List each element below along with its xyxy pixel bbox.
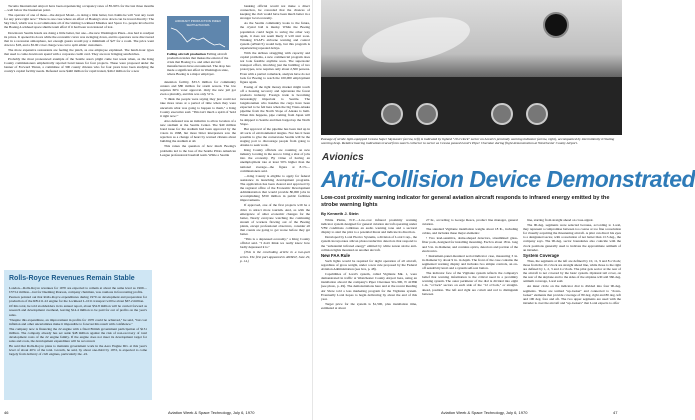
paragraph: Easing of the tight money market might touch off a housing recovery and rejuvenate the forest products industry. Foreign trade is becoming increasingly important to Seattle. The longshoremen who handles the cargo have been expected to be felt here when the big Trans-Alaska pipeline from the North Slope of Alaska is built. When this happens, pipe coming from Japan will be shipped to Seattle and then barged up the North Slope.: [240, 84, 310, 126]
section-label: Avionics: [322, 152, 364, 163]
paragraph: Developed by Loral Electro Systems, a division of Loral Corp., the system incorporates silicon photoconductive detectors that respond to the "substantial infrared energy" emitted by white xenon strobe anti-collision lights mounted on another aircraft.: [321, 235, 417, 252]
paragraph: But approval of the pipeline has been tied up in all sorts of environmental tangles. Nor has it been possible to give the cornerstone Seattle will be the staging port to discourage people from going to Alaska to seek work.: [240, 126, 310, 148]
paragraph: An inner circle on the indicator dial is divided into four 90-deg. segments. These are termed "up-looker" and connected to "down-looker" elements that provide coverage of 80 deg. right and 80 deg. left and 100 deg. fore and aft. The two upper segments are used with the intruder is over the aircraft and "up-lookers" that Loral expects to offer: [523, 284, 621, 305]
chart-subtitle: SEATTLE/TACOMA: [186, 24, 210, 27]
paragraph: banking official would not make a direct connection, he conceded that the chances of keeping the club would have been much better in a stronger local economy.: [240, 4, 310, 21]
article-footnote: (This is the concluding article in a two-part series. The first part appeared in AW&ST, June 29, p. 14.): [240, 250, 310, 263]
paragraph: "I think the people were saying they just could not take more taxes at a period of time when they were uncertain what was going to happen to them," a King County executive said. "This isn't much a spirit of 'hold it right now.'": [160, 97, 236, 118]
right-col-3: [523, 218, 621, 306]
instrument-dial: [416, 103, 438, 125]
cockpit-photo: [321, 0, 622, 135]
paragraph: line, starting from straight ahead on cross-signal.: [527, 218, 594, 222]
paragraph: The operator of one of these—the Airport Motel—is doing a little better, but claims he will "rest any room for any price right now." There is one case where an effort of Boeing's slow down can be traced directly: The Sky Chef, which was to accommodate all of the visiting Lockheed Missiles and Space Co. people involved in the Boeing-Lockheed space shuttle team effort if it had been won instead of lost.: [4, 13, 154, 30]
byline: By Kenneth J. Stein: [321, 211, 359, 216]
left-col-2: [160, 80, 236, 158]
production-index-chart: [167, 16, 229, 50]
article-deck: Low-cost proximity warning indicator for general aviation aircraft responds to infrared energy emitted by the strobe warning lights: [321, 195, 610, 208]
paragraph: King County officials are counting on new industry locating in the area to bring a shot of jobs into the economy. By virtue of having an unemployment rate at least 50% higher than the national average—the figure at 8.1%—commissioners said.: [240, 148, 310, 173]
rolls-royce-sidebar: [4, 270, 152, 400]
paragraph: Capabilities of Loral's system, called Vigilante Mk. 1, were demonstrated in traffic at Westchester County Airport here, using an installation aboard the company's Piper Cherokee Six-300, N 4138R (see photo, p. 49). The demonstrations here and at the recent Reading Air Show told a less marketing program for the Vigilante system. Eventually Loral hopes to begin delivering by about the end of this year.: [321, 272, 417, 301]
instrument-dial: [526, 103, 548, 125]
paragraph: The more expensive restaurants are feeling the pinch, as one employee explained. The lunch-hour types that used to come downtown spend with a corporate credit card. They are now bringing sandwiches.: [4, 47, 154, 57]
subhead: System Coverage: [523, 252, 560, 258]
paragraph: detention facility, $33.3 million for community centers and $80 million for storm sewers. The low requires 60% voter approval. Only the new jail got even a plurality, and this was only 51%.: [160, 80, 236, 97]
left-col-1: [4, 4, 154, 75]
production-index-line: [171, 28, 225, 47]
paragraph: • Two lead-sensitive, dome-shaped detectors, streamlined glass-fiber pods, designed for installing mounting. Each is about 18 in. long and 5 in. in diameter, and contains optics, detectors and portion of the electronics.: [422, 236, 518, 253]
left-footer: [4, 410, 304, 415]
paragraph: —King County is eligible to apply for federal assistance in launching development programs. The application has been cleared and approved by the regional office of the Economic Development Administration that would provide 80,000 jobs in accomplishing $350 million in public facilities improvements.: [240, 173, 310, 203]
subhead: New FAA Rule: [321, 252, 350, 258]
paragraph: "This is a depressed economy," a King County official said. "I don't think we really know how badly depressed it is.": [240, 237, 310, 250]
article-headline: Anti-Collision Device Demonstrated: [321, 166, 695, 192]
right-col-2: [422, 218, 518, 297]
right-col-1: [321, 218, 417, 311]
aircraft-sky-glare: [358, 9, 474, 71]
instrument-dial: [491, 103, 513, 125]
page-fold: [312, 0, 313, 420]
page-number-right: 47: [613, 410, 618, 415]
paragraph: 27 hr., according to George Reece, product line manager, general aviation.: [422, 218, 518, 227]
paragraph: Thus, the segments at the left are defined by 10, 11, 9 and 8 o'clock; those from the 10 o'clock are straight ahead line, while those to the right are defined by 1, 2, 3 and 4 o'clock. The pilot gets sector at the rear of the aircraft is not covered by the basic system. Optional tail cover, on the rear of the airplane and to the sides of the airplane will add 360-deg. azimuth coverage, Loral said.: [523, 258, 621, 284]
paragraph: If approved, one of the first projects will be a drive to attract more tourism. And, as with the emergence of other economic changes for the better, Nearly everyone watching the continuing stream of workers flowing out of the Boeing plants, except professional observers, consider all that counts are going to get worse before they get better.: [240, 203, 310, 237]
paragraph: The standard Vigilante installation weighs about 18 lb., including cables, and includes these major elements:: [422, 227, 518, 236]
instrument-panel: [321, 77, 622, 135]
paragraph: He said that Rolls-Royce plans to maintain government work in the Aero Engine Div. at this year's level of about 40% of the total. Growth, he said, by about one-third by 1972, is expected to come largely from delivery of civil engines, particularly the -22.: [9, 344, 147, 357]
left-col-3: [240, 4, 310, 264]
instrument-dial: [381, 103, 403, 125]
paragraph: The company now is financing the 22 engine with a fixed British government participation of $131 million. The company already has set aside $48 million against the risk of non-recovery of total development costs of the 22 engine family. If the engine does not meet its development target for sales and costs, the development expenditure will be recovered.: [9, 326, 147, 344]
paragraph: "Despite this expenditure, an improvement in profits for 1970 could be achieved," he said, "but cost inflation and other uncertainties make it impossible to forecast this result with confidence.": [9, 317, 147, 326]
magazine-footer-right: Aviation Week & Space Technology, July 6, 1970: [441, 410, 528, 415]
paragraph: As the Seattle community looks to the future, the crystal ball is murky. While the Boeing population could begin to swing the other way again, it does not seem likely it will start soon. Winning USAF's airborne warning and control system (AWACS) would help, but this program is experiencing repeated delays.: [240, 21, 310, 50]
paragraph: Pearson pointed out that Rolls-Royce expenditures during 1970 on development and preparation for production of the RB.211-22 engine for the Lockheed L-1011 transport will be about $67.2 million.: [9, 295, 147, 304]
paragraph: Downtown Seattle hotels are doing a little better, but one—the new Washington Plaza—has had to readjust its prices. It opened its doors while the economic curve was swinging down, and its operators were discovered that in a recession atmosphere, not enough guests would pay a minimum of $27 for a room. The price went down to $18, and a $5.90 cover charge was cut to split ethnic customers.: [4, 30, 154, 47]
paragraph: The indicator face of the Vigilante system reflects the company's belief that warning information is the critical need in a proximity warning system. The outer perimeter of the dial is divided into eight 1-in. "o'clock" sectors on each side of the "12 o'clock," or straight-ahead, position. The left and right are cobalt and red to distinguish between: [422, 271, 518, 296]
paragraph: Of this total, he told stockholders in its annual report, about $52.8 million will be carried forward as research and development overhead, leaving $14.4 million to be paid for out of profits on the year's sales.: [9, 304, 147, 317]
paragraph: Also defeated was an initiative to allow location of a new stadium at the Seattle Center. The $40 million bond issue for the stadium had been approved by the voters in 1968, but more bitter interpreters saw the rejection as a change of heart by warned citizens about building the stadium at all.: [160, 118, 236, 144]
chart-svg: [167, 16, 229, 50]
chart-caption-text: Falling aircraft production index that makes the extent of the crisis that Boeing Co. and other aircraft manufacturers have encountered. The drop has made a significant effect in Washington state, where Boeing is a major employer.: [167, 52, 231, 76]
sidebar-title: Rolls-Royce Revenues Remain Stable: [9, 275, 135, 282]
paragraph: With the airlines struggling with capacity and capital problems, a new commercial program does not look feasible anytime soon. The supersonic transport effort, involving just the building of two prototypes, now requires only about 2,500 persons. Even with a partial comeback, analysts have do not look for Boeing to reach the 100,000 employment figure again.: [240, 51, 310, 84]
chart-caption: Falling aircraft production Falling aircraft production index that makes the extent of the crisis that Boeing Co. and other aircraft manufacturers have encountered. The drop has made a significant effect in Washington state, where Boeing is a major employer.: [167, 52, 231, 76]
photo-caption: Passage of strobe light-equipped Cessna Super Skymaster (arrow, left) is indicated by lighted "10 o'clock" sector on Lorals's proximity warning indicator (arrow, right), accompanied by intermittently irritating warning beep. Relative bearing indications traced from search collector to sector as Cessna passed Loral's Piper Cherokee during flight demonstration at Westchester County Airport.: [321, 137, 615, 146]
paragraph: Target price for the system is $1,500, plus installation time, estimated at about: [321, 301, 417, 310]
paragraph: Probably the most pronounced example of the Seattle area's plight came last week when, as the King County commissioners emphatically rejected bond issues for four projects. These were proposed under the banner of Forward Thrust, a committee of 300 county citizens who for four years have been studying the county's capital facility needs. Defeated were $440 million for rapid transit, $40.2 million for a new: [4, 57, 154, 74]
paragraph: The 90-deg. segments were selected because, according to Loral, they represent a compromise between too coarse or too fine a resolution for visually acquiring the threatening aircraft. A pilot can direct his eyes to a designated sector, with a resolution of not better than 1/15 deg., the company says. The 90-deg. sector boundaries also coincide with the clock positions generally used to indicate the approximate azimuth of an intruder.: [523, 223, 621, 252]
proximity-warning-indicator: [543, 12, 569, 38]
paragraph: London—Rolls-Royce revenues for 1970 are expected to remain at about the same level as 1969—£373.2 million—but for Deeming Pearson, company chairman, was cautious in forecasting profits.: [9, 286, 147, 295]
chart-title: AIRCRAFT PRODUCTION INDEX: [175, 19, 221, 23]
paragraph: This raises the question of how much Boeing's problems led to the loss of the Seattle Pilots American League professional baseball team. While a Seattle: [160, 144, 236, 157]
magazine-footer-left: Aviation Week & Space Technology, July 6, 1970: [168, 410, 255, 415]
paragraph: Tacoma International Airport have been experiencing occupancy rates of 85-90% for the last three months—well below the breakeven point.: [4, 4, 154, 13]
paragraph: Such lights would be required for night operation of all aircraft, regardless of gross weight, under a new rule proposed by the Federal Aviation Administration (see box, p. 48).: [321, 258, 417, 272]
paragraph: White Plains, N.Y.—Low-cost infrared proximity warning indicator system designed for general aviation aircraft operating under VFR conditions combines an audio warning tone and a sectoral display to alert the pilot to a potential threat and indicate its direction.: [321, 218, 417, 235]
page-number-left: 46: [4, 410, 9, 415]
paragraph: • Instrument-panel-mounted sector/indicator case, measuring 3 in. in diameter by about 9 in. in depth. The front of the case contains the segmented warning display and includes two simple controls, an on-off sensitivity knob and a system self-test button.: [422, 253, 518, 271]
